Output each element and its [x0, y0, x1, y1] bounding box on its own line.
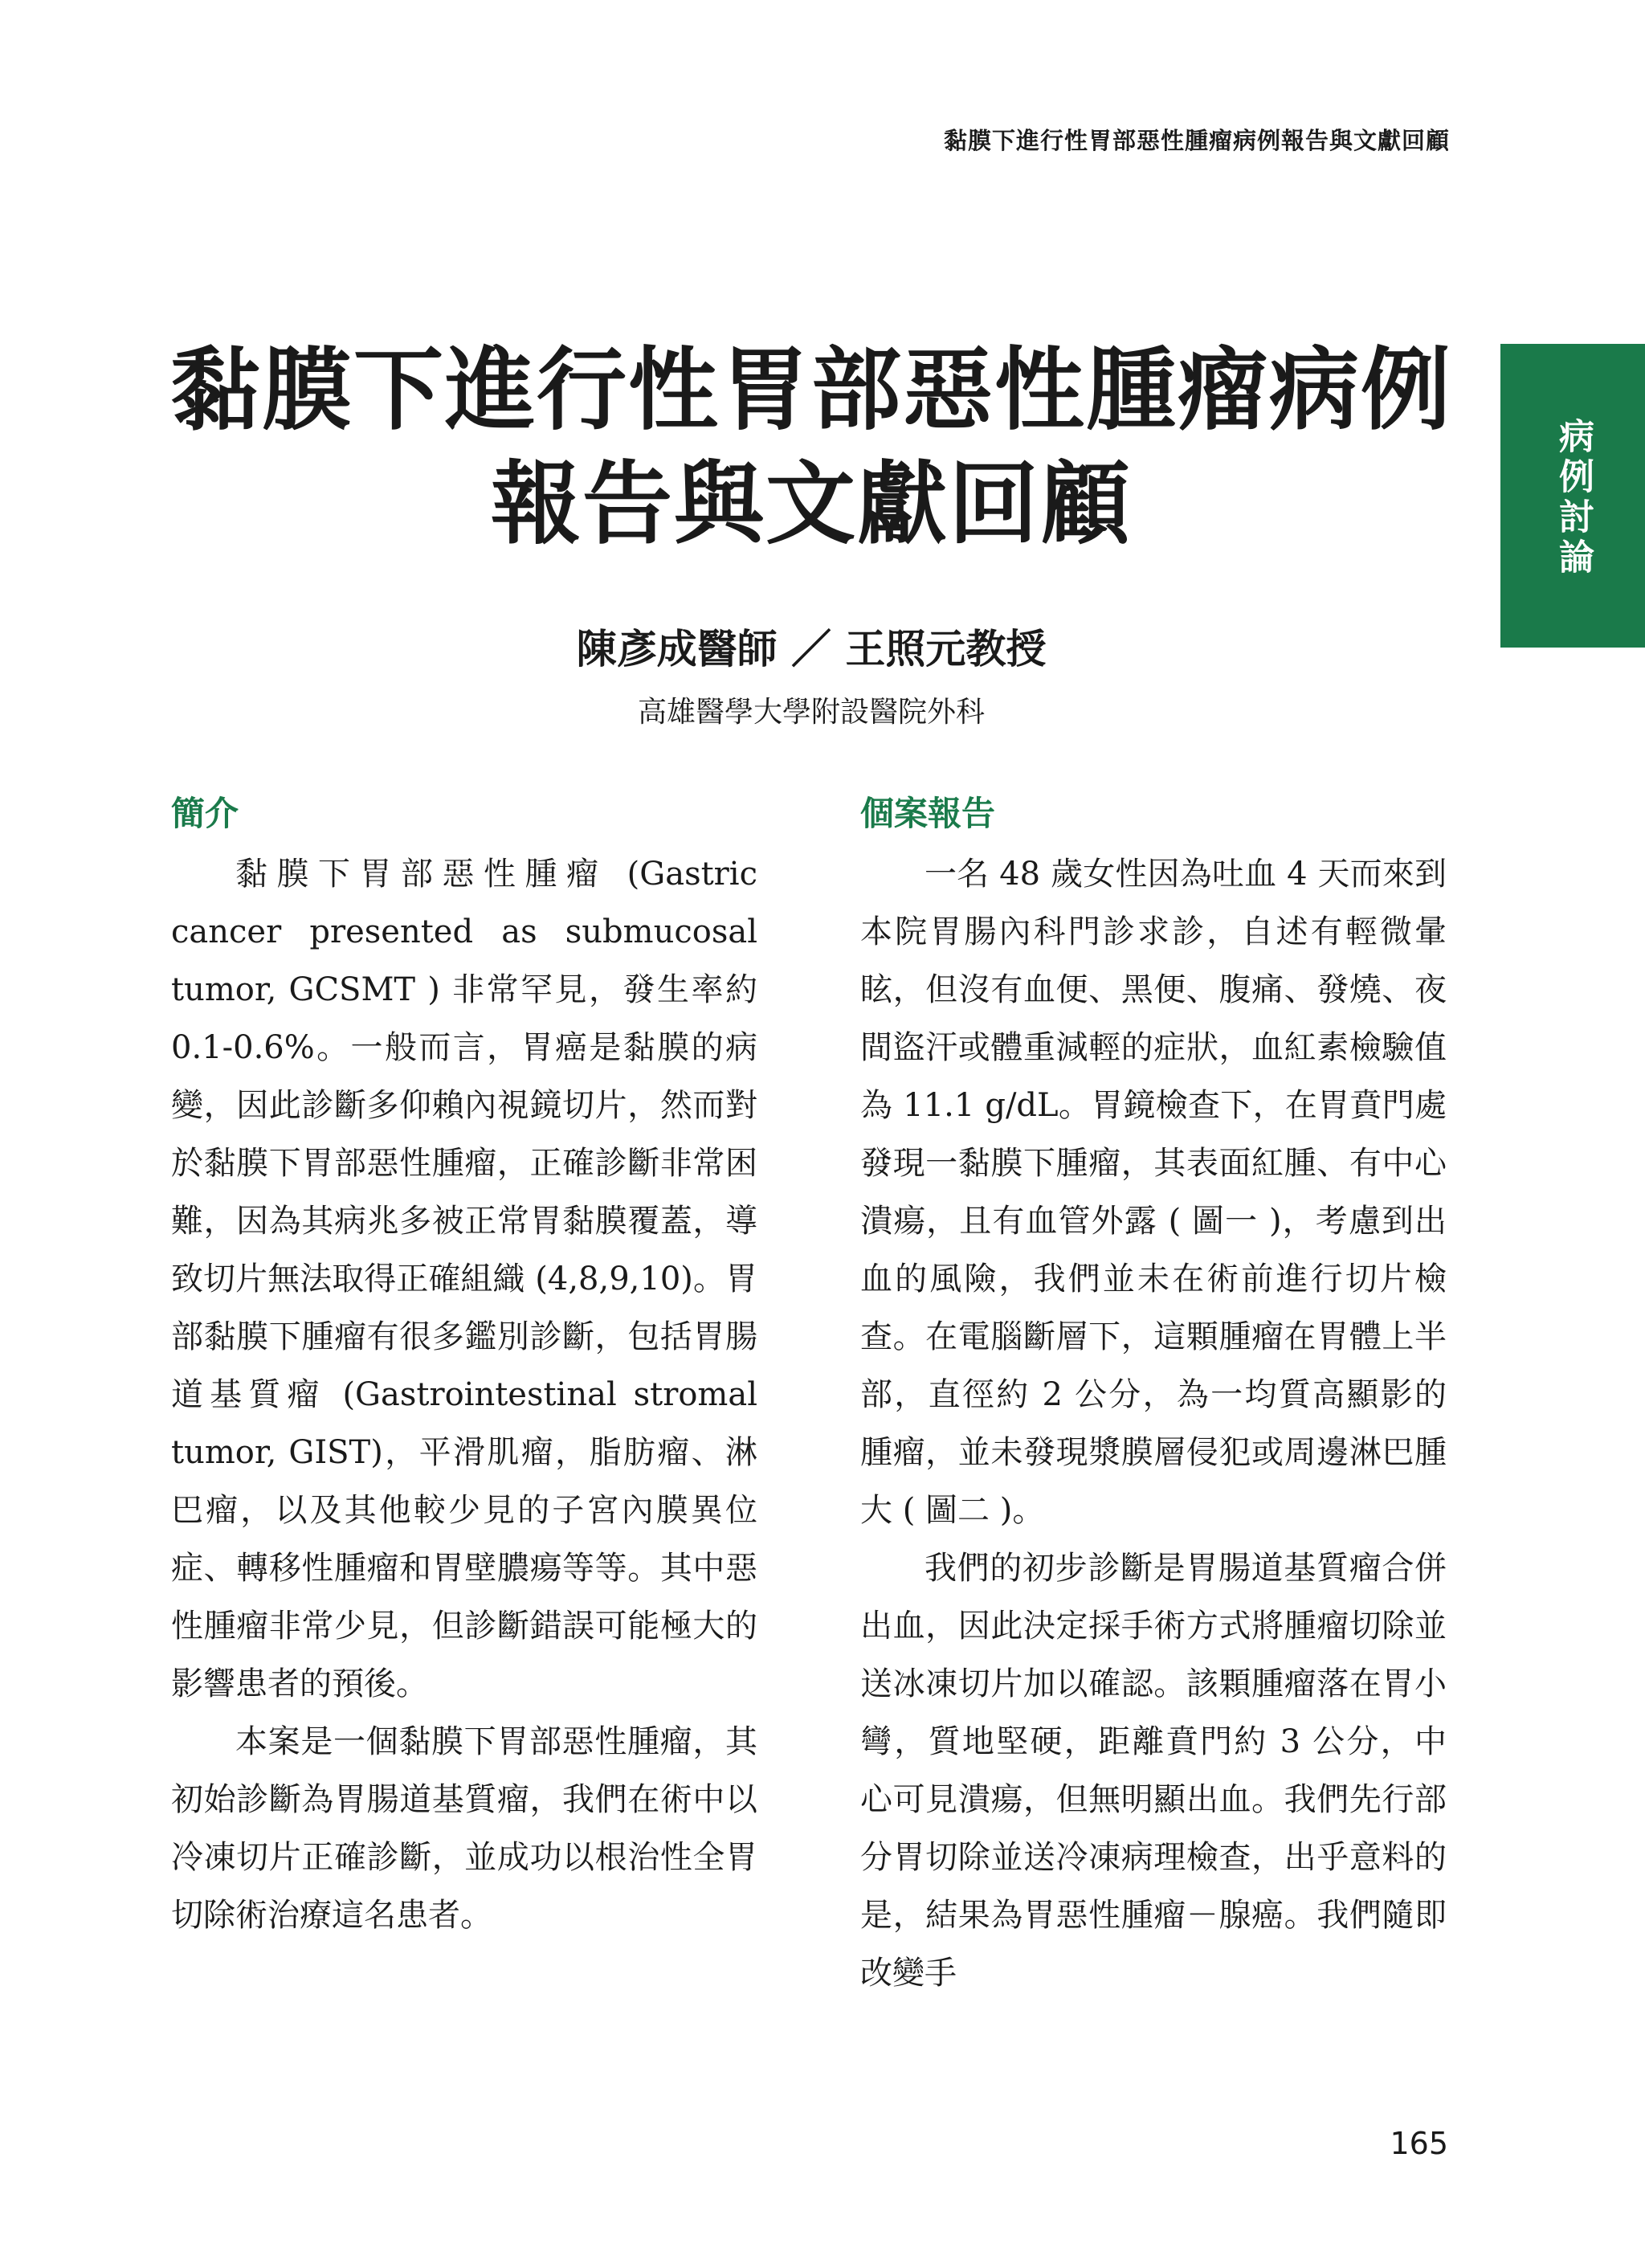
section-tab [1500, 344, 1645, 648]
article-title [120, 333, 1502, 562]
case-report-heading: 個案報告 [860, 794, 996, 833]
case-report-paragraph-2: 我們的初步診斷是胃腸道基質瘤合併出血，因此決定採手術方式將腫瘤切除並送冰凍切片加以確認。該顆腫瘤落在胃小彎，質地堅硬，距離賁門約 3 公分，中心可見潰瘍，但無明顯出血。我們先行部分胃切除並送冷凍病理檢查，出乎意料的是，結果為胃惡性腫瘤－腺癌。我們隨即改變手 [860, 1550, 1447, 1992]
section-tab-label: 病例討論 [1553, 418, 1594, 578]
intro-heading: 簡介 [171, 794, 239, 833]
title-line-2: 報告與文獻回顧 [491, 452, 1132, 557]
intro-column [171, 787, 757, 1944]
authors: 陳彥成醫師 ／ 王照元教授 [576, 625, 1047, 672]
page-number: 165 [1390, 2126, 1448, 2161]
case-report-paragraph-1: 一名 48 歲女性因為吐血 4 天而來到本院胃腸內科門診求診，自述有輕微暈眩，但沒有血便、黑便、腹痛、發燒、夜間盜汗或體重減輕的症狀，血紅素檢驗值為 11.1 g/dL。胃鏡檢查下，在胃賁門處發現一黏膜下腫瘤，其表面紅腫、有中心潰瘍，且有血管外露 ( 圖一 )，考慮到出血的風險，我們並未在術前進行切片檢查。在電腦斷層下，這顆腫瘤在胃體上半部，直徑約 2 公分，為一均質高顯影的腫瘤，並未發現漿膜層侵犯或周邊淋巴腫大 ( 圖二 )。 [860, 856, 1447, 1529]
intro-paragraph-2: 本案是一個黏膜下胃部惡性腫瘤，其初始診斷為胃腸道基質瘤，我們在術中以冷凍切片正確診斷，並成功以根治性全胃切除術治療這名患者。 [171, 1723, 757, 1934]
affiliation: 高雄醫學大學附設醫院外科 [637, 696, 985, 729]
title-line-1: 黏膜下進行性胃部惡性腫瘤病例 [170, 338, 1452, 443]
intro-paragraph-1: 黏膜下胃部惡性腫瘤 (Gastric cancer presented as submucosal tumor, GCSMT ) 非常罕見，發生率約 0.1-0.6%。一般而言，胃癌是黏膜的病變，因此診斷多仰賴內視鏡切片，然而對於黏膜下胃部惡性腫瘤，正確診斷非常困難，因為其病兆多被正常胃黏膜覆蓋，導致切片無法取得正確組織 (4,8,9,10)。胃部黏膜下腫瘤有很多鑑別診斷，包括胃腸道基質瘤 (Gastrointestinal stromal tumor, GIST)，平滑肌瘤，脂肪瘤、淋巴瘤，以及其他較少見的子宮內膜異位症、轉移性腫瘤和胃壁膿瘍等等。其中惡性腫瘤非常少見，但診斷錯誤可能極大的影響患者的預後。 [171, 856, 757, 1702]
running-header: 黏膜下進行性胃部惡性腫瘤病例報告與文獻回顧 [943, 127, 1450, 154]
case-report-column [860, 787, 1447, 2002]
